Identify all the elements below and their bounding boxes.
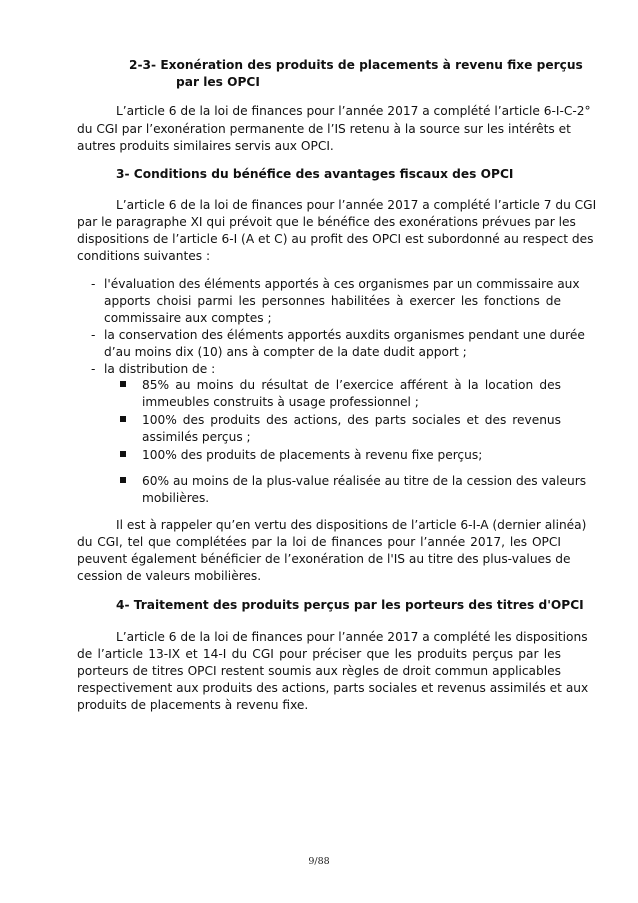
paragraph-line: produits de placements à revenu fixe. <box>77 698 309 712</box>
paragraph-line: Il est à rappeler qu’en vertu des dispositions de l’article 6-I-A (dernier alinéa) <box>116 518 587 532</box>
sub-list-item: 100% des produits des actions, des parts sociales et des revenus <box>142 413 561 427</box>
page-number: 9/88 <box>308 856 330 867</box>
section-2-3-title-cont: par les OPCI <box>176 75 260 89</box>
sub-list-item: assimilés perçus ; <box>142 430 251 444</box>
paragraph-line: de l’article 13-IX et 14-I du CGI pour préciser que les produits perçus par les <box>77 647 561 661</box>
list-item: la conservation des éléments apportés auxdits organismes pendant une durée <box>104 328 585 342</box>
list-item: commissaire aux comptes ; <box>104 311 272 325</box>
paragraph-line: L’article 6 de la loi de finances pour l’année 2017 a complété l’article 7 du CGI <box>116 198 597 212</box>
square-bullet-icon <box>120 416 126 422</box>
list-item: d’au moins dix (10) ans à compter de la date dudit apport ; <box>104 345 467 359</box>
sub-list-item: 100% des produits de placements à revenu fixe perçus; <box>142 448 483 462</box>
sub-list-item: 60% au moins de la plus-value réalisée au titre de la cession des valeurs <box>142 474 587 488</box>
sub-list-item: mobilières. <box>142 491 210 505</box>
paragraph-line: porteurs de titres OPCI restent soumis aux règles de droit commun applicables <box>77 664 561 678</box>
section-3-title: 3- Conditions du bénéfice des avantages fiscaux des OPCI <box>116 167 514 181</box>
section-2-3-title: 2-3- Exonération des produits de placements à revenu fixe perçus <box>129 58 583 72</box>
square-bullet-icon <box>120 477 126 483</box>
sub-list-item: immeubles construits à usage professionnel ; <box>142 395 419 409</box>
paragraph-line: du CGI, tel que complétées par la loi de finances pour l’année 2017, les OPCI <box>77 535 561 549</box>
paragraph-line: cession de valeurs mobilières. <box>77 569 262 583</box>
paragraph-line: L’article 6 de la loi de finances pour l’année 2017 a complété l’article 6-I-C-2° <box>116 104 591 118</box>
paragraph-line: par le paragraphe XI qui prévoit que le bénéfice des exonérations prévues par les <box>77 215 576 229</box>
paragraph-line: dispositions de l’article 6-I (A et C) au profit des OPCI est subordonné au respect des <box>77 232 594 246</box>
square-bullet-icon <box>120 381 126 387</box>
dash-marker: - <box>91 277 96 291</box>
list-item: l'évaluation des éléments apportés à ces organismes par un commissaire aux <box>104 277 580 291</box>
paragraph-line: du CGI par l’exonération permanente de l’IS retenu à la source sur les intérêts et <box>77 122 571 136</box>
list-item: apports choisi parmi les personnes habilitées à exercer les fonctions de <box>104 294 561 308</box>
square-bullet-icon <box>120 451 126 457</box>
dash-marker: - <box>91 362 96 376</box>
dash-marker: - <box>91 328 96 342</box>
sub-list-item: 85% au moins du résultat de l’exercice afférent à la location des <box>142 378 561 392</box>
section-4-title: 4- Traitement des produits perçus par les porteurs des titres d'OPCI <box>116 598 584 612</box>
paragraph-line: conditions suivantes : <box>77 249 211 263</box>
list-item: la distribution de : <box>104 362 216 376</box>
paragraph-line: L’article 6 de la loi de finances pour l’année 2017 a complété les dispositions <box>116 630 588 644</box>
paragraph-line: autres produits similaires servis aux OPCI. <box>77 139 334 153</box>
paragraph-line: respectivement aux produits des actions, parts sociales et revenus assimilés et aux <box>77 681 589 695</box>
paragraph-line: peuvent également bénéficier de l’exonération de l'IS au titre des plus-values de <box>77 552 571 566</box>
